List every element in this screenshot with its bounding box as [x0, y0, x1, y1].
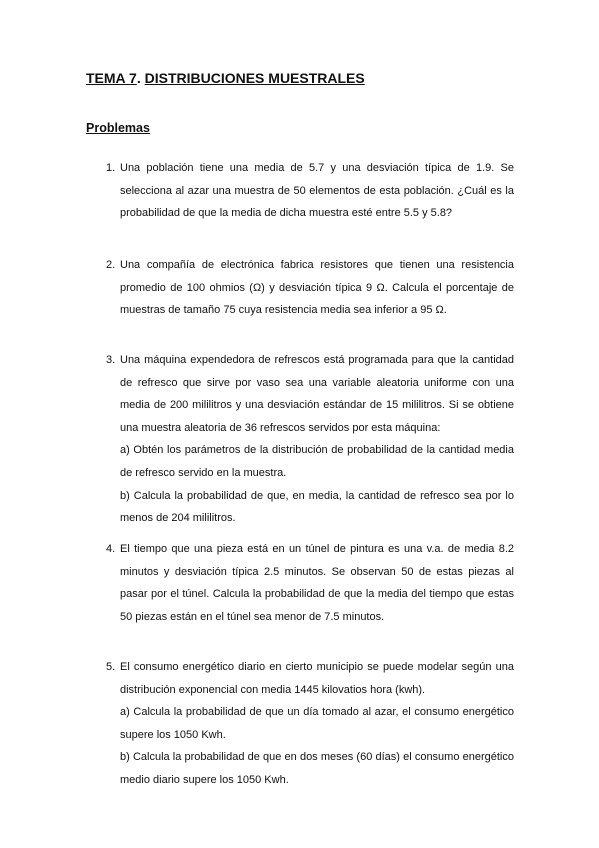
- problem-5: [106, 656, 514, 792]
- problem-number: 2.: [106, 259, 116, 271]
- problem-part-b: b) Calcula la probabilidad de que, en media, la cantidad de refresco sea por lo menos de 204 mililitros.: [120, 489, 514, 525]
- problem-number: 1.: [106, 162, 116, 174]
- problem-3: [106, 349, 514, 530]
- problem-4: [106, 538, 514, 628]
- problem-2: [106, 254, 514, 322]
- problem-part-a: a) Calcula la probabilidad de que un día tomado al azar, el consumo energético supere los 1050 Kwh.: [120, 706, 514, 741]
- title-separator: .: [136, 70, 145, 86]
- problem-statement: Una población tiene una media de 5.7 y una desviación típica de 1.9. Se selecciona al azar una muestra de 50 elementos de esta población. ¿Cuál es la probabilidad de que la media de dicha muestra esté entre 5.5 y 5.8?: [120, 162, 514, 220]
- problem-part-b: b) Calcula la probabilidad de que en dos meses (60 días) el consumo energético medio diario supere los 1050 Kwh.: [120, 751, 514, 786]
- problem-statement: El consumo energético diario en cierto municipio se puede modelar según una distribución exponencial con media 1445 kilovatios hora (kwh).: [120, 661, 514, 696]
- problem-number: 3.: [106, 354, 116, 366]
- problem-number: 4.: [106, 543, 116, 555]
- title-topic-number: TEMA 7: [86, 70, 137, 86]
- page-title: [86, 70, 365, 86]
- problem-statement: El tiempo que una pieza está en un túnel de pintura es una v.a. de media 8.2 minutos y desviación típica 2.5 minutos. Se observan 50 de estas piezas al pasar por el túnel. Calcula la probabilidad de que la media del tiempo que estas 50 piezas están en el túnel sea menor de 7.5 minutos.: [120, 543, 514, 623]
- problem-1: [106, 157, 514, 225]
- problem-statement: Una compañía de electrónica fabrica resistores que tienen una resistencia promedio de 100 ohmios (Ω) y desviación típica 9 Ω. Calcula el porcentaje de muestras de tamaño 75 cuya resistencia media sea inferior a 95 Ω.: [120, 259, 514, 317]
- section-heading: Problemas: [86, 121, 150, 135]
- title-topic-name: DISTRIBUCIONES MUESTRALES: [144, 70, 365, 86]
- problem-number: 5.: [106, 661, 116, 673]
- problem-part-a: a) Obtén los parámetros de la distribución de probabilidad de la cantidad media de refresco servido en la muestra.: [120, 444, 514, 479]
- problem-statement: Una máquina expendedora de refrescos está programada para que la cantidad de refresco que sirve por vaso sea una variable aleatoria uniforme con una media de 200 mililitros y una desviación estándar de 15 mililitros. Si se obtiene una muestra aleatoria de 36 refrescos servidos por esta máquina:: [120, 354, 514, 434]
